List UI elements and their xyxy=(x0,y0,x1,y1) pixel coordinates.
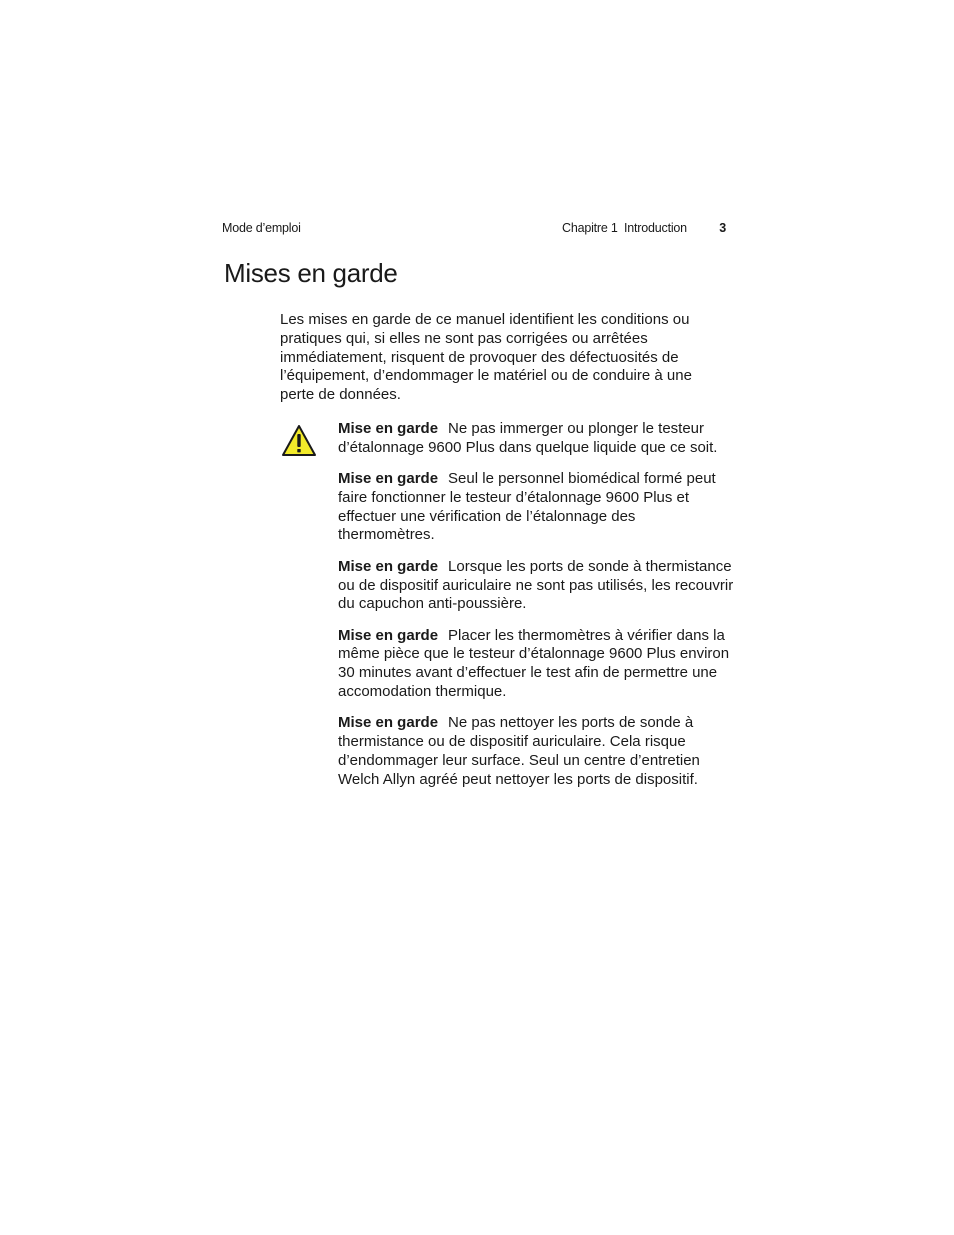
running-header xyxy=(222,221,728,239)
warning-text: Ne pas nettoyer les ports de sonde à thermistance ou de dispositif auriculaire. Cela risque d’endommager leur surface. Seul un centre d’entretien Welch Allyn agréé peut nettoyer les ports de dispositif. xyxy=(338,714,700,788)
warning-text: Ne pas immerger ou plonger le testeur d’étalonnage 9600 Plus dans quelque liquide que ce soit. xyxy=(338,420,718,456)
warning-item xyxy=(338,558,734,614)
warning-label: Mise en garde xyxy=(338,626,439,644)
warning-label: Mise en garde xyxy=(338,470,439,488)
warning-item xyxy=(338,470,734,545)
warnings-list xyxy=(338,420,734,802)
header-section: Introduction xyxy=(624,221,687,235)
warning-label: Mise en garde xyxy=(338,420,439,437)
warning-item xyxy=(338,714,734,789)
warning-text: Placer les thermomètres à vérifier dans la même pièce que le testeur d’étalonnage 9600 Plus environ 30 minutes avant d’effectuer le test afin de permettre une accomodation thermique. xyxy=(338,626,730,701)
warning-label: Mise en garde xyxy=(338,557,439,575)
warning-text: Seul le personnel biomédical formé peut faire fonctionner le testeur d’étalonnage 9600 Plus et effectuer une vérification de l’étalonnage des thermomètres. xyxy=(338,470,716,544)
intro-paragraph: Les mises en garde de ce manuel identifient les conditions ou pratiques qui, si elles ne sont pas corrigées ou arrêtées immédiatement, risquent de provoquer des défectuosités de l’équipement, d’endommager le matériel ou de conduire à une perte de données. xyxy=(280,311,692,404)
header-document-name: Mode d’emploi xyxy=(222,221,301,235)
page-number: 3 xyxy=(719,221,726,235)
warning-text: Lorsque les ports de sonde à thermistance ou de dispositif auriculaire ne sont pas utilisés, les recouvrir du capuchon anti-poussière. xyxy=(338,557,734,613)
header-chapter: Chapitre 1 xyxy=(562,221,618,235)
page-title: Mises en garde xyxy=(224,258,398,288)
warning-label: Mise en garde xyxy=(338,714,439,732)
warning-triangle-svg xyxy=(281,424,317,458)
warning-item xyxy=(338,420,734,458)
warning-item xyxy=(338,627,734,702)
warning-triangle-icon xyxy=(281,424,317,458)
